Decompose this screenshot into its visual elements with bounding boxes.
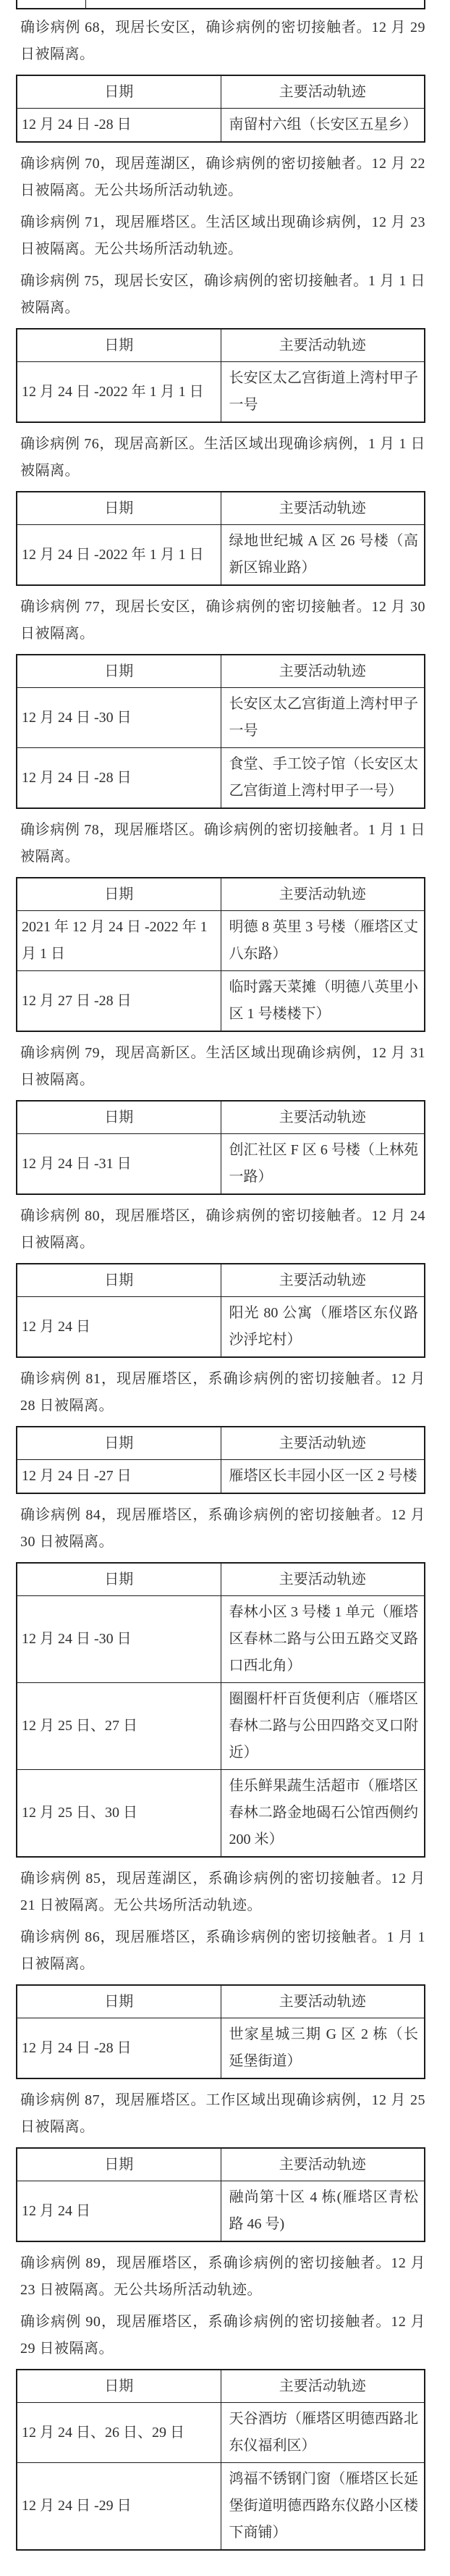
date-cell: 12 月 27 日 -28 日: [17, 971, 221, 1032]
activity-table: [16, 1426, 425, 1494]
case-paragraph: 确诊病例 85，现居莲湖区，系确诊病例的密切接触者。12 月 21 日被隔离。无公共场所活动轨迹。: [20, 1871, 425, 1913]
table-row: [17, 688, 425, 748]
track-header-cell: 主要活动轨迹: [221, 329, 425, 362]
date-cell: 12 月 24 日、26 日、29 日: [17, 2403, 221, 2463]
table-header-row: [17, 1264, 425, 1297]
track-header-cell: 主要活动轨迹: [221, 1985, 425, 2018]
date-header-cell: 日期: [17, 2370, 221, 2403]
track-cell: 长安区太乙宫街道上湾村甲子一号: [221, 362, 425, 423]
case-paragraph: 确诊病例 70，现居莲湖区，确诊病例的密切接触者。12 月 22 日被隔离。无公共场所活动轨迹。: [20, 156, 425, 198]
activity-table: [16, 491, 425, 586]
cutoff-table-column-divider: [85, 0, 86, 8]
date-header-cell: 日期: [17, 1101, 221, 1134]
table-row: [17, 1596, 425, 1683]
track-cell: 明德 8 英里 3 号楼（雁塔区丈八东路）: [221, 911, 425, 971]
sections-container: [16, 14, 425, 2551]
table-row: [17, 748, 425, 809]
table-header-row: [17, 492, 425, 525]
table-header-row: [17, 75, 425, 109]
date-header-cell: 日期: [17, 329, 221, 362]
date-cell: 12 月 24 日 -27 日: [17, 1460, 221, 1494]
table-header-row: [17, 2148, 425, 2181]
case-paragraph: 确诊病例 71，现居雁塔区。生活区域出现确诊病例，12 月 23 日被隔离。无公共场所活动轨迹。: [20, 214, 425, 257]
case-paragraph: 确诊病例 75，现居长安区，确诊病例的密切接触者。1 月 1 日被隔离。: [20, 273, 425, 316]
date-cell: 12 月 24 日 -30 日: [17, 688, 221, 748]
table-row: [17, 2463, 425, 2551]
track-cell: 世家星城三期 G 区 2 栋（长延堡街道）: [221, 2018, 425, 2079]
date-header-cell: 日期: [17, 492, 221, 525]
activity-table: [16, 877, 425, 1032]
table-header-row: [17, 1985, 425, 2018]
table-row: [17, 911, 425, 971]
track-header-cell: 主要活动轨迹: [221, 655, 425, 688]
case-paragraph: 确诊病例 79，现居高新区。生活区域出现确诊病例，12 月 31 日被隔离。: [20, 1045, 425, 1088]
table-row: [17, 1683, 425, 1770]
case-paragraph: 确诊病例 87，现居雁塔区。工作区域出现确诊病例，12 月 25 日被隔离。: [20, 2092, 425, 2135]
date-header-cell: 日期: [17, 878, 221, 911]
track-header-cell: 主要活动轨迹: [221, 1101, 425, 1134]
track-cell: 佳乐鲜果蔬生活超市（雁塔区春林二路金地碣石公馆西侧约 200 米）: [221, 1770, 425, 1858]
case-paragraph: 确诊病例 86，现居雁塔区，系确诊病例的密切接触者。1 月 1 日被隔离。: [20, 1929, 425, 1972]
table-row: [17, 2018, 425, 2079]
date-cell: 12 月 25 日、27 日: [17, 1683, 221, 1770]
table-header-row: [17, 655, 425, 688]
table-row: [17, 971, 425, 1032]
activity-table: [16, 1263, 425, 1358]
cutoff-table-fragment: [16, 0, 425, 9]
date-cell: 12 月 24 日 -31 日: [17, 1134, 221, 1195]
table-row: [17, 2403, 425, 2463]
case-paragraph: 确诊病例 81，现居雁塔区，系确诊病例的密切接触者。12 月 28 日被隔离。: [20, 1371, 425, 1414]
date-header-cell: 日期: [17, 655, 221, 688]
date-cell: 12 月 24 日 -2022 年 1 月 1 日: [17, 525, 221, 586]
date-cell: 12 月 24 日 -28 日: [17, 748, 221, 809]
track-cell: 春林小区 3 号楼 1 单元（雁塔区春林二路与公田五路交叉路口西北角）: [221, 1596, 425, 1683]
case-paragraph: 确诊病例 89，现居雁塔区，系确诊病例的密切接触者。12 月 23 日被隔离。无公共场所活动轨迹。: [20, 2255, 425, 2298]
track-cell: 南留村六组（长安区五星乡）: [221, 109, 425, 143]
case-paragraph: 确诊病例 76，现居高新区。生活区域出现确诊病例，1 月 1 日被隔离。: [20, 436, 425, 479]
date-cell: 12 月 24 日 -28 日: [17, 2018, 221, 2079]
track-cell: 天谷酒坊（雁塔区明德西路北东仪福利区）: [221, 2403, 425, 2463]
table-header-row: [17, 329, 425, 362]
case-paragraph: 确诊病例 68，现居长安区，确诊病例的密切接触者。12 月 29 日被隔离。: [20, 20, 425, 62]
table-row: [17, 2181, 425, 2242]
table-header-row: [17, 1563, 425, 1596]
track-header-cell: 主要活动轨迹: [221, 75, 425, 109]
track-cell: 鸿福不锈钢门窗（雁塔区长延堡街道明德西路东仪路小区楼下商铺）: [221, 2463, 425, 2551]
date-cell: 12 月 24 日: [17, 2181, 221, 2242]
case-paragraph: 确诊病例 77，现居长安区，确诊病例的密切接触者。12 月 30 日被隔离。: [20, 599, 425, 642]
activity-table: [16, 1100, 425, 1195]
track-header-cell: 主要活动轨迹: [221, 2370, 425, 2403]
table-row: [17, 1770, 425, 1858]
table-row: [17, 362, 425, 423]
table-header-row: [17, 2370, 425, 2403]
date-cell: 12 月 24 日 -30 日: [17, 1596, 221, 1683]
track-header-cell: 主要活动轨迹: [221, 2148, 425, 2181]
activity-table: [16, 1562, 425, 1858]
date-cell: 2021 年 12 月 24 日 -2022 年 1 月 1 日: [17, 911, 221, 971]
table-row: [17, 1460, 425, 1494]
activity-table: [16, 654, 425, 809]
track-header-cell: 主要活动轨迹: [221, 492, 425, 525]
date-cell: 12 月 24 日 -28 日: [17, 109, 221, 143]
date-header-cell: 日期: [17, 75, 221, 109]
track-header-cell: 主要活动轨迹: [221, 1427, 425, 1460]
track-cell: 圈圈杆杆百货便利店（雁塔区春林二路与公田四路交叉口附近）: [221, 1683, 425, 1770]
date-cell: 12 月 24 日: [17, 1297, 221, 1358]
case-paragraph: 确诊病例 80，现居雁塔区，确诊病例的密切接触者。12 月 24 日被隔离。: [20, 1208, 425, 1251]
track-header-cell: 主要活动轨迹: [221, 1563, 425, 1596]
table-row: [17, 1297, 425, 1358]
activity-table: [16, 2369, 425, 2551]
date-header-cell: 日期: [17, 1427, 221, 1460]
date-header-cell: 日期: [17, 1264, 221, 1297]
track-cell: 创汇社区 F 区 6 号楼（上林苑一路）: [221, 1134, 425, 1195]
table-header-row: [17, 878, 425, 911]
case-paragraph: 确诊病例 78，现居雁塔区。确诊病例的密切接触者。1 月 1 日被隔离。: [20, 822, 425, 865]
track-cell: 阳光 80 公寓（雁塔区东仪路沙泘坨村）: [221, 1297, 425, 1358]
track-cell: 融尚第十区 4 栋(雁塔区青松路 46 号): [221, 2181, 425, 2242]
track-cell: 绿地世纪城 A 区 26 号楼（高新区锦业路）: [221, 525, 425, 586]
date-header-cell: 日期: [17, 1985, 221, 2018]
table-row: [17, 525, 425, 586]
activity-table: [16, 75, 425, 143]
date-cell: 12 月 24 日 -2022 年 1 月 1 日: [17, 362, 221, 423]
activity-table: [16, 1984, 425, 2079]
table-row: [17, 109, 425, 143]
table-header-row: [17, 1101, 425, 1134]
date-header-cell: 日期: [17, 2148, 221, 2181]
activity-table: [16, 2147, 425, 2242]
case-paragraph: 确诊病例 90，现居雁塔区，系确诊病例的密切接触者。12 月 29 日被隔离。: [20, 2314, 425, 2357]
track-cell: 食堂、手工饺子馆（长安区太乙宫街道上湾村甲子一号）: [221, 748, 425, 809]
track-cell: 长安区太乙宫街道上湾村甲子一号: [221, 688, 425, 748]
track-header-cell: 主要活动轨迹: [221, 878, 425, 911]
table-row: [17, 1134, 425, 1195]
case-paragraph: 确诊病例 84，现居雁塔区，系确诊病例的密切接触者。12 月 30 日被隔离。: [20, 1507, 425, 1550]
date-cell: 12 月 25 日、30 日: [17, 1770, 221, 1858]
date-header-cell: 日期: [17, 1563, 221, 1596]
table-header-row: [17, 1427, 425, 1460]
track-cell: 雁塔区长丰园小区一区 2 号楼: [221, 1460, 425, 1494]
track-header-cell: 主要活动轨迹: [221, 1264, 425, 1297]
activity-table: [16, 328, 425, 423]
track-cell: 临时露天菜摊（明德八英里小区 1 号楼楼下）: [221, 971, 425, 1032]
date-cell: 12 月 24 日 -29 日: [17, 2463, 221, 2551]
